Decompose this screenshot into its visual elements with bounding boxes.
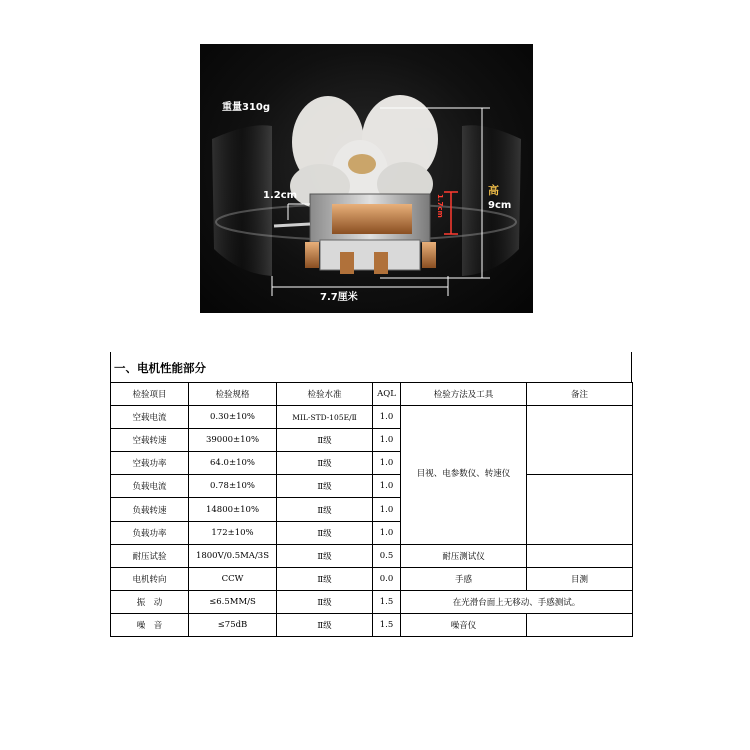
cell-spec: ≤6.5MM/S <box>189 590 277 613</box>
cell-aql: 0.0 <box>373 567 401 590</box>
header-aql: AQL <box>373 383 401 406</box>
width-label: 7.7厘米 <box>320 292 358 303</box>
cell-item: 负载功率 <box>111 521 189 544</box>
header-note: 备注 <box>527 383 633 406</box>
table-row <box>111 613 633 636</box>
cell-standard: Ⅱ级 <box>277 452 373 475</box>
table-header-row <box>111 383 633 406</box>
cell-standard: Ⅱ级 <box>277 544 373 567</box>
cell-note-empty <box>527 475 633 544</box>
motor-illustration <box>200 44 533 313</box>
cell-spec: 39000±10% <box>189 429 277 452</box>
cell-spec: 14800±10% <box>189 498 277 521</box>
spec-table <box>110 382 633 637</box>
cell-method: 手感 <box>401 567 527 590</box>
section-title: 一、电机性能部分 <box>114 361 206 375</box>
cell-note-empty <box>527 406 633 475</box>
cell-standard: Ⅱ级 <box>277 429 373 452</box>
cell-item: 耐压试验 <box>111 544 189 567</box>
cell-item: 负载转速 <box>111 498 189 521</box>
section-border-left <box>110 352 111 382</box>
shaft-width-label: 1.2cm <box>263 190 298 201</box>
cell-method: 耐压测试仪 <box>401 544 527 567</box>
cell-aql: 1.0 <box>373 475 401 498</box>
weight-label: 重量310g <box>222 102 271 113</box>
cell-item: 空载电流 <box>111 406 189 429</box>
cell-spec: 0.30±10% <box>189 406 277 429</box>
cell-aql: 1.0 <box>373 521 401 544</box>
height-char-label: 高 <box>488 184 499 197</box>
cell-aql: 0.5 <box>373 544 401 567</box>
cell-spec: ≤75dB <box>189 613 277 636</box>
cell-spec: 0.78±10% <box>189 475 277 498</box>
header-standard: 检验水准 <box>277 383 373 406</box>
spec-table-section <box>110 352 632 642</box>
table-row <box>111 475 633 498</box>
cell-note-empty <box>527 544 633 567</box>
header-item: 检验项目 <box>111 383 189 406</box>
table-row <box>111 567 633 590</box>
cell-aql: 1.0 <box>373 498 401 521</box>
cell-item: 振 动 <box>111 590 189 613</box>
cell-standard: MIL-STD-105E/Ⅱ <box>277 406 373 429</box>
cell-standard: Ⅱ级 <box>277 613 373 636</box>
cell-aql: 1.0 <box>373 429 401 452</box>
header-method: 检验方法及工具 <box>401 383 527 406</box>
cell-standard: Ⅱ级 <box>277 498 373 521</box>
cell-note-empty <box>527 613 633 636</box>
cell-standard: Ⅱ级 <box>277 567 373 590</box>
table-row <box>111 590 633 613</box>
cell-standard: Ⅱ级 <box>277 590 373 613</box>
cell-spec: 1800V/0.5MA/3S <box>189 544 277 567</box>
product-photo <box>200 44 533 313</box>
cell-item: 空载功率 <box>111 452 189 475</box>
depth-label: 1.7cm <box>436 194 444 218</box>
header-spec: 检验规格 <box>189 383 277 406</box>
section-border-right <box>631 352 632 382</box>
cell-aql: 1.0 <box>373 452 401 475</box>
cell-spec: 64.0±10% <box>189 452 277 475</box>
cell-item: 负载电流 <box>111 475 189 498</box>
cell-standard: Ⅱ级 <box>277 521 373 544</box>
cell-method: 噪音仪 <box>401 613 527 636</box>
fan-blades <box>290 95 438 208</box>
cell-method-note: 在光滑台面上无移动、手感测试。 <box>401 590 633 613</box>
cell-standard: Ⅱ级 <box>277 475 373 498</box>
cell-item: 噪 音 <box>111 613 189 636</box>
cell-note: 目测 <box>527 567 633 590</box>
height-value-label: 9cm <box>488 200 512 211</box>
cell-aql: 1.5 <box>373 613 401 636</box>
table-row <box>111 406 633 429</box>
cell-method-merged: 目视、电参数仪、转速仪 <box>401 406 527 545</box>
cell-aql: 1.0 <box>373 406 401 429</box>
table-row <box>111 544 633 567</box>
cell-aql: 1.5 <box>373 590 401 613</box>
cell-spec: CCW <box>189 567 277 590</box>
cell-item: 空载转速 <box>111 429 189 452</box>
cell-spec: 172±10% <box>189 521 277 544</box>
cell-item: 电机转向 <box>111 567 189 590</box>
